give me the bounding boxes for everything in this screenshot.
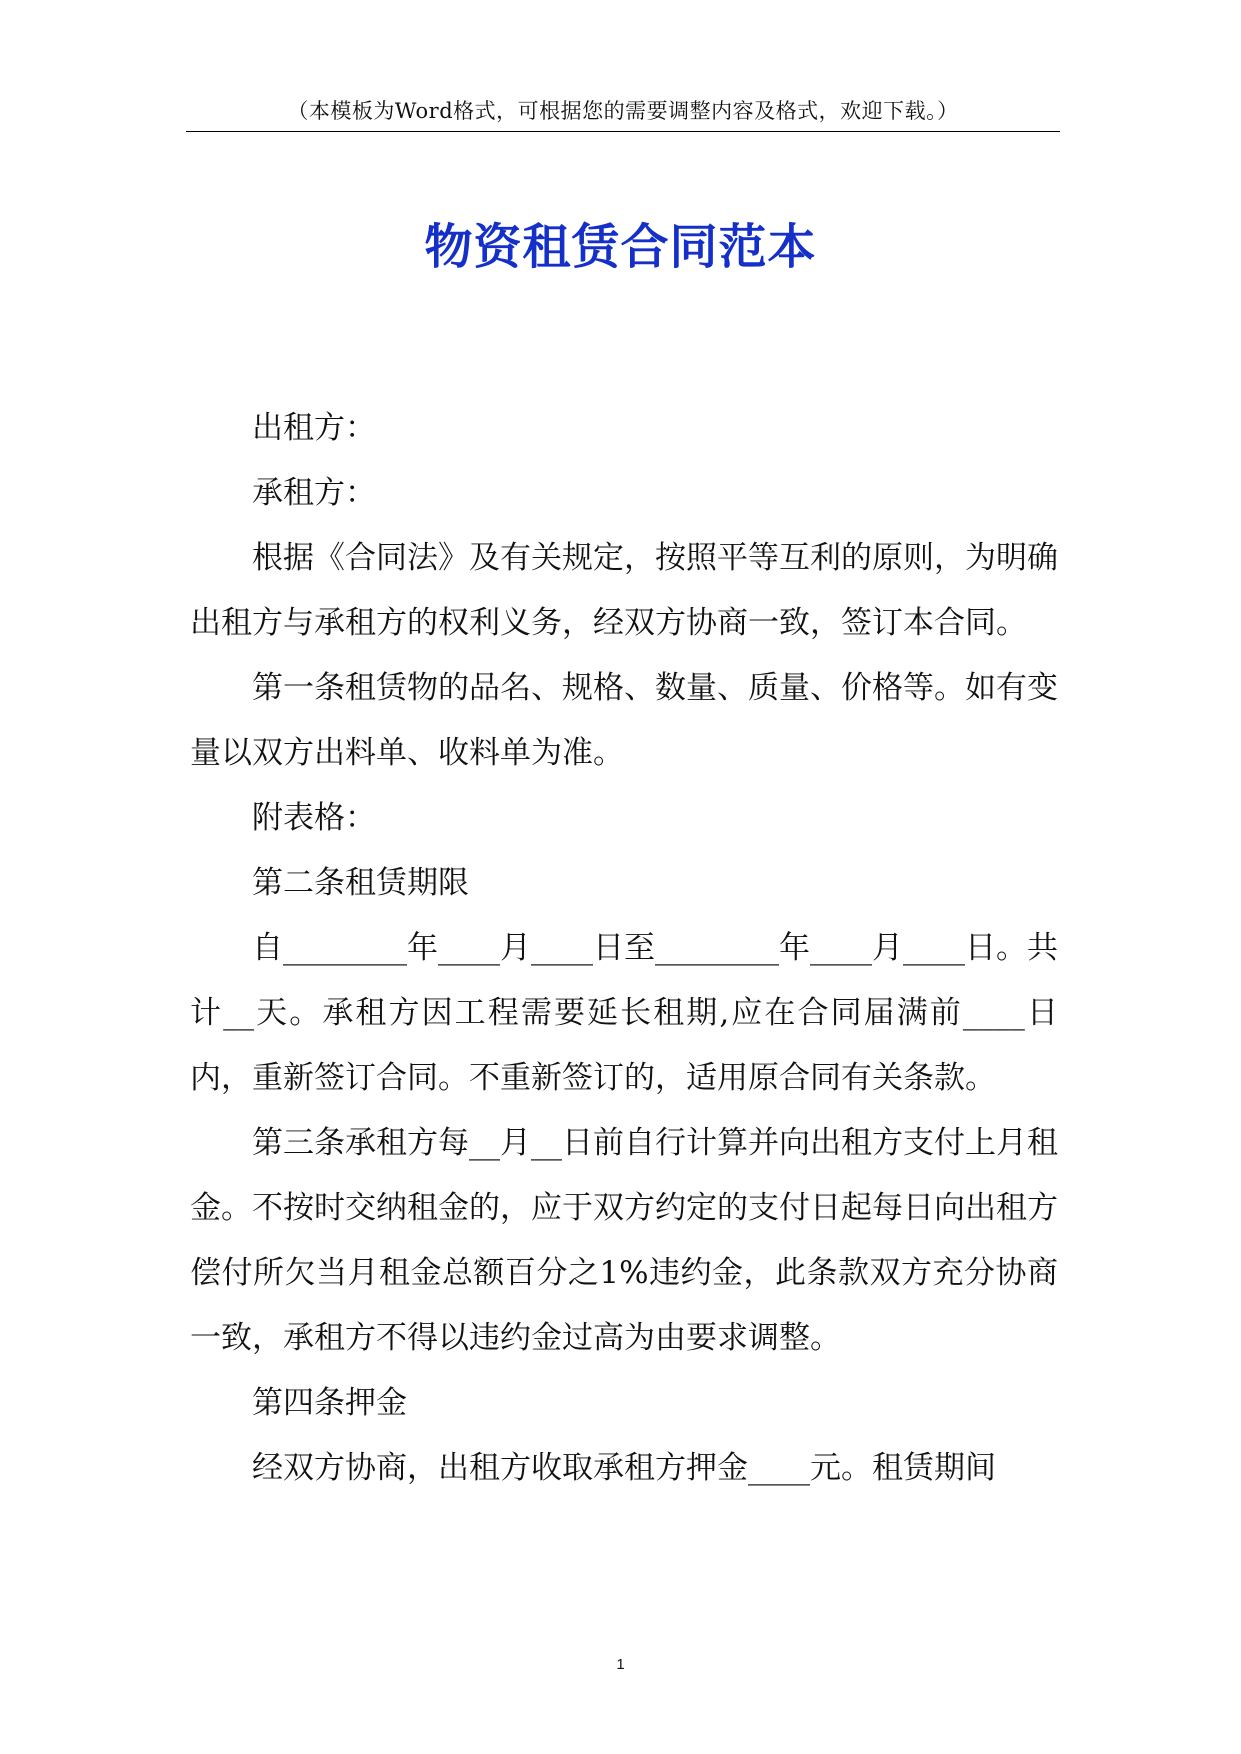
document-body [190,396,1058,1501]
paragraph-article-3: 第三条承租方每__月__日前自行计算并向出租方支付上月租金。不按时交纳租金的，应于双方约定的支付日起每日向出租方偿付所欠当月租金总额百分之1%违约金，此条款双方充分协商一致，承租方不得以违约金过高为由要求调整。 [190,1125,1058,1356]
paragraph-lessor: 出租方： [252,410,376,446]
paragraph-lessee: 承租方： [252,475,376,511]
page-number: 1 [616,1656,625,1673]
paragraph-attached-table: 附表格： [252,800,376,836]
paragraph-preamble: 根据《合同法》及有关规定，按照平等互利的原则，为明确出租方与承租方的权利义务，经双方协商一致，签订本合同。 [190,540,1058,641]
template-note: （本模板为Word格式，可根据您的需要调整内容及格式，欢迎下载。） [287,99,959,123]
paragraph-article-1: 第一条租赁物的品名、规格、数量、质量、价格等。如有变量以双方出料单、收料单为准。 [190,670,1058,771]
paragraph-article-2-heading: 第二条租赁期限 [252,865,469,901]
paragraph-article-4-heading: 第四条押金 [252,1385,407,1421]
header-divider [186,131,1060,132]
paragraph-article-2-body: 自________年____月____日至________年____月____日。共计__天。承租方因工程需要延长租期,应在合同届满前____日内，重新签订合同。不重新签订的，适用原合同有关条款。 [190,930,1058,1096]
paragraph-article-4-body: 经双方协商，出租方收取承租方押金____元。租赁期间 [252,1450,996,1486]
document-title: 物资租赁合同范本 [424,219,817,275]
